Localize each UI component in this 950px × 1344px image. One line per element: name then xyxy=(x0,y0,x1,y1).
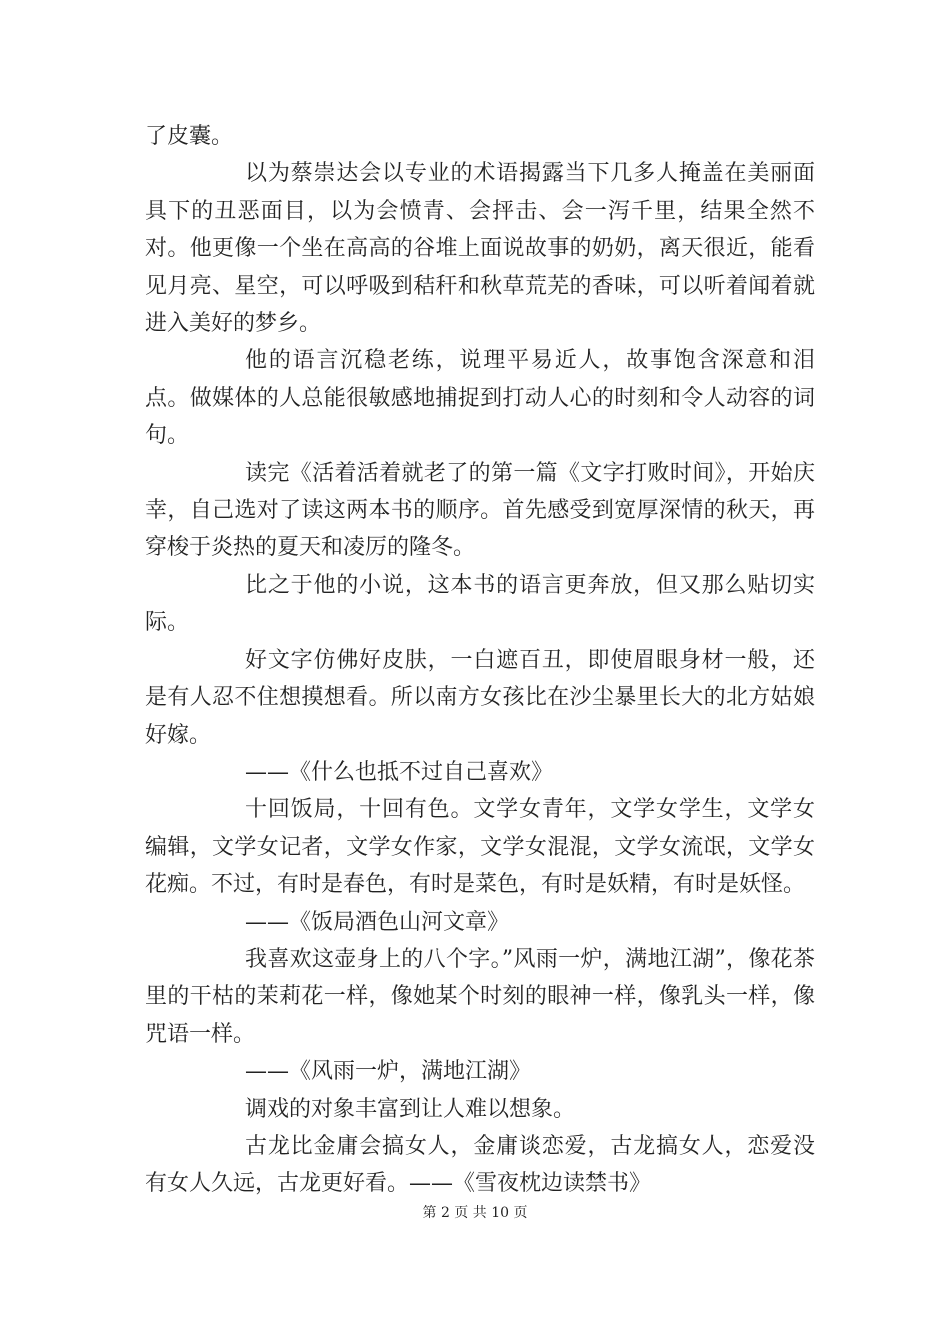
paragraph-continuation: 了皮囊。 xyxy=(145,124,234,149)
quote-source: ——《什么也抵不过自己喜欢》 xyxy=(245,759,554,785)
paragraph: 读完《活着活着就老了的第一篇《文字打败时间》，开始庆幸，自己选对了读这两本书的顺序。首先感受到宽厚深情的秋天，再穿梭于炎热的夏天和凌厉的隆冬。 xyxy=(145,460,815,561)
paragraph: 古龙比金庸会搞女人，金庸谈恋爱，古龙搞女人，恋爱没有女人久远，古龙更好看。——《雪夜枕边读禁书》 xyxy=(145,1133,815,1197)
quote-source: ——《饭局酒色山河文章》 xyxy=(245,909,510,935)
paragraph: 十回饭局，十回有色。文学女青年，文学女学生，文学女编辑，文学女记者，文学女作家，文学女混混，文学女流氓，文学女花痴。不过，有时是春色，有时是菜色，有时是妖精，有时是妖怪。 xyxy=(145,797,815,898)
page-footer xyxy=(0,1202,950,1222)
paragraph: 好文字仿佛好皮肤，一白遮百丑，即使眉眼身材一般，还是有人忍不住想摸想看。所以南方女孩比在沙尘暴里长大的北方姑娘好嫁。 xyxy=(145,647,815,748)
paragraph: 他的语言沉稳老练，说理平易近人，故事饱含深意和泪点。做媒体的人总能很敏感地捕捉到打动人心的时刻和令人动容的词句。 xyxy=(145,348,815,449)
quote-source: ——《风雨一炉，满地江湖》 xyxy=(245,1059,532,1085)
paragraph: 以为蔡崇达会以专业的术语揭露当下几多人掩盖在美丽面具下的丑恶面目，以为会愤青、会抨击、会一泻千里，结果全然不对。他更像一个坐在高高的谷堆上面说故事的奶奶，离天很近，能看见月亮、星空，可以呼吸到秸秆和秋草荒芜的香味，可以听着闻着就进入美好的梦乡。 xyxy=(145,161,815,337)
paragraph: 调戏的对象丰富到让人难以想象。 xyxy=(245,1096,576,1122)
paragraph: 我喜欢这壶身上的八个字。”风雨一炉，满地江湖”，像花茶里的干枯的茉莉花一样，像她某个时刻的眼神一样，像乳头一样，像咒语一样。 xyxy=(145,946,815,1047)
page-number: 第 2 页 共 10 页 xyxy=(422,1205,528,1221)
document-body xyxy=(145,118,815,1203)
paragraph: 比之于他的小说，这本书的语言更奔放，但又那么贴切实际。 xyxy=(145,572,815,636)
